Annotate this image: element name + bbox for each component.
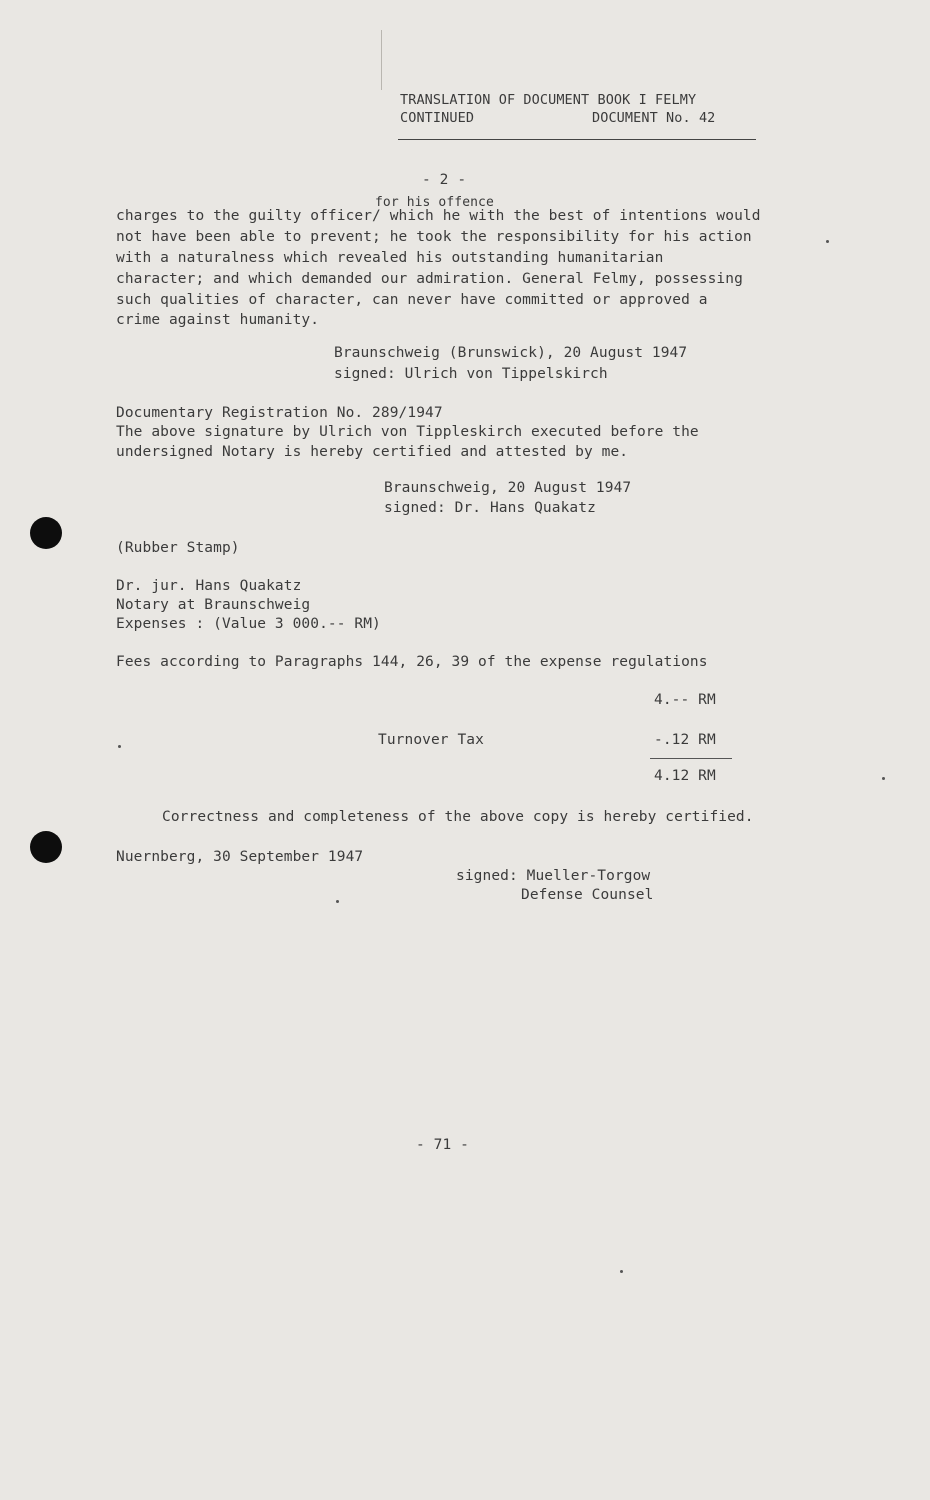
punch-hole	[30, 517, 62, 549]
signature1-place-date: Braunschweig (Brunswick), 20 August 1947	[334, 345, 688, 361]
body-line: such qualities of character, can never have committed or approved a	[116, 292, 708, 308]
notary-expenses: Expenses : (Value 3 000.-- RM)	[116, 616, 381, 632]
speck-mark	[826, 240, 829, 243]
speck-mark	[620, 1270, 623, 1273]
registration-text: The above signature by Ulrich von Tippleskirch executed before the	[116, 424, 699, 440]
punch-hole	[30, 831, 62, 863]
registration-text: undersigned Notary is hereby certified and attested by me.	[116, 444, 629, 460]
closing-role: Defense Counsel	[521, 887, 654, 903]
header-continued: CONTINUED	[400, 110, 475, 126]
closing-place-date: Nuernberg, 30 September 1947	[116, 849, 364, 865]
header-title: TRANSLATION OF DOCUMENT BOOK I FELMY	[400, 92, 697, 108]
body-line: not have been able to prevent; he took the responsibility for his action	[116, 229, 752, 245]
registration-number: Documentary Registration No. 289/1947	[116, 405, 443, 421]
notary-title: Notary at Braunschweig	[116, 597, 311, 613]
turnover-tax-label: Turnover Tax	[378, 732, 484, 748]
turnover-tax-amount: -.12 RM	[654, 732, 716, 748]
speck-mark	[336, 900, 339, 903]
signature2-place-date: Braunschweig, 20 August 1947	[384, 480, 632, 496]
certification-text: Correctness and completeness of the above copy is hereby certified.	[162, 809, 754, 825]
speck-mark	[118, 745, 121, 748]
signature1-signed: signed: Ulrich von Tippelskirch	[334, 366, 608, 382]
rubber-stamp-note: (Rubber Stamp)	[116, 540, 240, 556]
speck-mark	[882, 777, 885, 780]
notary-name: Dr. jur. Hans Quakatz	[116, 578, 302, 594]
sum-rule	[650, 758, 732, 759]
fee-amount: 4.-- RM	[654, 692, 716, 708]
body-line: with a naturalness which revealed his outstanding humanitarian	[116, 250, 664, 266]
header-document-number: DOCUMENT No. 42	[592, 110, 716, 126]
signature2-signed: signed: Dr. Hans Quakatz	[384, 500, 596, 516]
header-underline	[398, 139, 756, 140]
page-marker: - 2 -	[422, 172, 467, 188]
body-line: character; and which demanded our admiration. General Felmy, possessing	[116, 271, 743, 287]
page-number: - 71 -	[416, 1137, 469, 1153]
fee-total: 4.12 RM	[654, 768, 716, 784]
handwritten-insertion: for his offence	[375, 195, 494, 210]
fold-mark	[381, 30, 382, 90]
body-line: charges to the guilty officer/ which he with the best of intentions would	[116, 208, 761, 224]
body-line: crime against humanity.	[116, 312, 320, 328]
fees-line: Fees according to Paragraphs 144, 26, 39 of the expense regulations	[116, 654, 708, 670]
closing-signed: signed: Mueller-Torgow	[456, 868, 651, 884]
